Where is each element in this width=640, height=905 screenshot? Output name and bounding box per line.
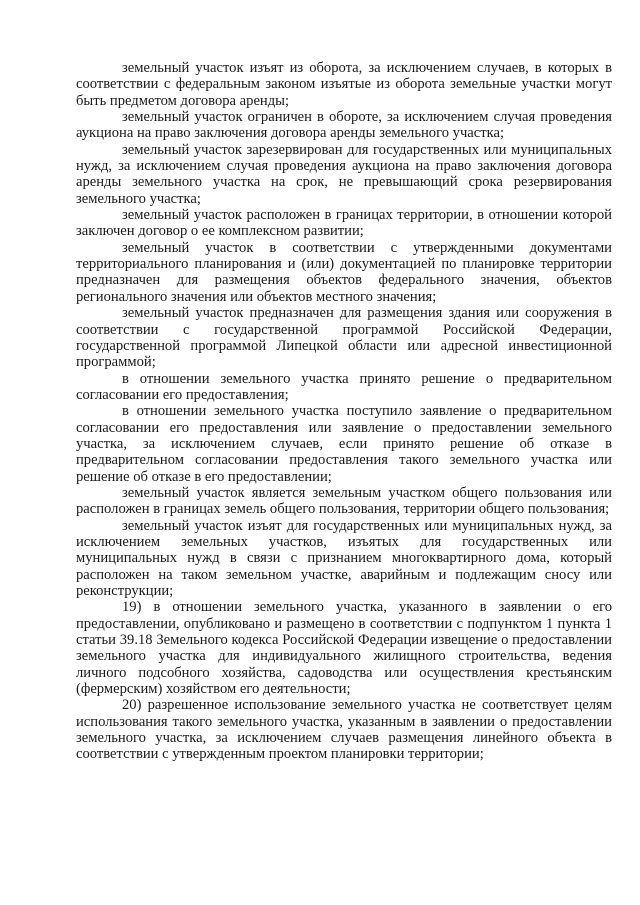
paragraph: в отношении земельного участка принято решение о предварительном согласовании его предоставления; xyxy=(76,370,612,403)
paragraph: 20) разрешенное использование земельного участка не соответствует целям использования такого земельного участка, указанным в заявлении о предоставлении земельного участка, за исключением случаев размещения линейного объекта в соответствии с утвержденным проектом планировки территории; xyxy=(76,697,612,763)
paragraph: 19) в отношении земельного участка, указанного в заявлении о его предоставлении, опубликовано и размещено в соответствии с подпунктом 1 пункта 1 статьи 39.18 Земельного кодекса Российской Федерации извещение о предоставлении земельного участка для индивидуального жилищного строительства, ведения личного подсобного хозяйства, садоводства или осуществления крестьянским (фермерским) хозяйством его деятельности; xyxy=(76,599,612,698)
paragraph: земельный участок предназначен для размещения здания или сооружения в соответствии с государственной программой Российской Федерации, государственной программой Липецкой области или адресной инвестиционной программой; xyxy=(76,305,612,371)
paragraph: земельный участок изъят для государственных или муниципальных нужд, за исключением земельных участков, изъятых для государственных или муниципальных нужд в связи с признанием многоквартирного дома, который расположен на таком земельном участке, аварийным и подлежащим сносу или реконструкции; xyxy=(76,517,612,599)
paragraph: земельный участок зарезервирован для государственных или муниципальных нужд, за исключением случая проведения аукциона на право заключения договора аренды земельного участка на срок, не превышающий срока резервирования земельного участка; xyxy=(76,141,612,207)
paragraph: земельный участок является земельным участком общего пользования или расположен в границах земель общего пользования, территории общего пользования; xyxy=(76,484,612,518)
paragraph: земельный участок в соответствии с утвержденными документами территориального планирования и (или) документацией по планировке территории предназначен для размещения объектов федерального значения, объектов регионального значения или объектов местного значения; xyxy=(76,239,612,305)
paragraph: земельный участок ограничен в обороте, за исключением случая проведения аукциона на право заключения договора аренды земельного участка; xyxy=(76,109,612,142)
paragraph: земельный участок расположен в границах территории, в отношении которой заключен договор о ее комплексном развитии; xyxy=(76,207,612,240)
paragraph: в отношении земельного участка поступило заявление о предварительном согласовании его предоставления или заявление о предоставлении земельного участка, за исключением случаев, если принято решение об отказе в предварительном согласовании предоставления такого земельного участка или решение об отказе в его предоставлении; xyxy=(76,403,612,485)
paragraph: земельный участок изъят из оборота, за исключением случаев, в которых в соответствии с федеральным законом изъятые из оборота земельные участки могут быть предметом договора аренды; xyxy=(76,60,612,109)
